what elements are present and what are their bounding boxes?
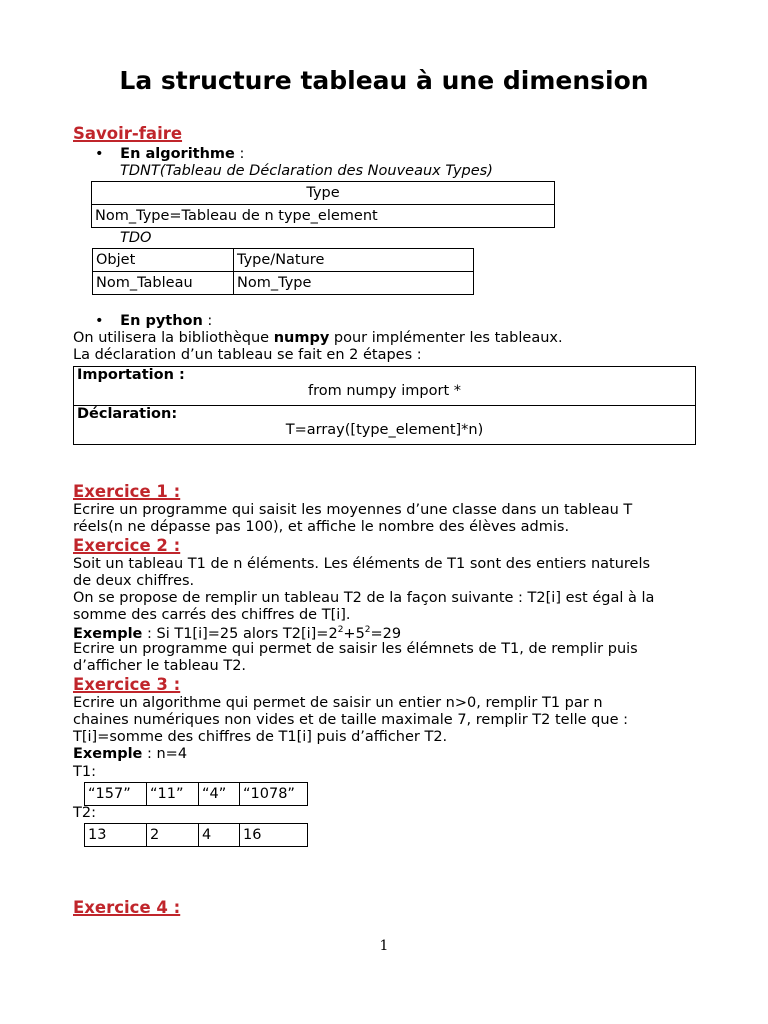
tdo-cell: Nom_Tableau xyxy=(93,272,234,295)
bullet-algorithme xyxy=(95,146,244,162)
bullet-python xyxy=(95,313,212,329)
page-title: La structure tableau à une dimension xyxy=(119,66,649,95)
example-label: Exemple xyxy=(73,625,143,642)
t2-cell: 16 xyxy=(240,824,308,847)
heading-exercice-1: Exercice 1 : xyxy=(73,482,181,501)
t1-cell: “157” xyxy=(85,783,147,806)
tdnt-header: Type xyxy=(92,182,555,205)
t1-table xyxy=(84,782,308,806)
text: : n=4 xyxy=(142,746,188,762)
declaration-label: Déclaration: xyxy=(77,406,178,422)
tdo-cell: Nom_Type xyxy=(234,272,474,295)
ex3-example xyxy=(73,746,187,762)
python-table xyxy=(73,366,696,445)
ex2-line: somme des carrés des chiffres de T[i]. xyxy=(73,607,351,623)
tdo-cell: Type/Nature xyxy=(234,249,474,272)
import-label: Importation : xyxy=(77,367,185,383)
ex3-line: T[i]=somme des chiffres de T1[i] puis d’afficher T2. xyxy=(73,729,448,745)
algo-colon: : xyxy=(234,146,245,162)
tdnt-table xyxy=(91,181,555,228)
t2-cell: 13 xyxy=(85,824,147,847)
ex1-line: Ecrire un programme qui saisit les moyennes d’une classe dans un tableau T xyxy=(73,502,633,518)
declaration-code: T=array([type_element]*n) xyxy=(285,422,484,438)
bullet-icon: • xyxy=(95,146,104,162)
t1-cell: “1078” xyxy=(240,783,308,806)
tdo-caption: TDO xyxy=(120,230,152,246)
text: pour implémenter les tableaux. xyxy=(329,330,563,346)
numpy-word: numpy xyxy=(273,330,330,346)
heading-exercice-2: Exercice 2 : xyxy=(73,536,181,555)
import-code: from numpy import * xyxy=(308,383,461,399)
ex2-example xyxy=(73,625,401,642)
t1-cell: “4” xyxy=(199,783,240,806)
t1-cell: “11” xyxy=(147,783,199,806)
t2-cell: 2 xyxy=(147,824,199,847)
text: +5 xyxy=(343,625,365,642)
text: On utilisera la bibliothèque xyxy=(73,330,274,346)
ex3-line: Ecrire un algorithme qui permet de saisir un entier n>0, remplir T1 par n xyxy=(73,695,603,711)
section-heading-savoir-faire: Savoir-faire xyxy=(73,124,183,143)
algo-label: En algorithme xyxy=(120,146,235,162)
tdo-cell: Objet xyxy=(93,249,234,272)
python-line-1 xyxy=(73,330,563,346)
python-colon: : xyxy=(202,313,213,329)
tdnt-caption: TDNT(Tableau de Déclaration des Nouveaux Types) xyxy=(120,163,493,179)
ex3-line: chaines numériques non vides et de taille maximale 7, remplir T2 telle que : xyxy=(73,712,628,728)
exponent: 2 xyxy=(364,625,371,635)
import-cell xyxy=(74,367,696,406)
ex2-line: Soit un tableau T1 de n éléments. Les éléments de T1 sont des entiers naturels xyxy=(73,556,651,572)
declaration-cell xyxy=(74,406,696,445)
t2-table xyxy=(84,823,308,847)
tdo-table xyxy=(92,248,474,295)
example-label: Exemple xyxy=(73,746,143,762)
t2-cell: 4 xyxy=(199,824,240,847)
tdnt-row: Nom_Type=Tableau de n type_element xyxy=(92,205,555,228)
exponent: 2 xyxy=(337,625,344,635)
page-number: 1 xyxy=(379,938,389,954)
text: =29 xyxy=(370,625,402,642)
ex2-line: Ecrire un programme qui permet de saisir les élémnets de T1, de remplir puis xyxy=(73,641,638,657)
heading-exercice-4: Exercice 4 : xyxy=(73,898,181,917)
text: : Si T1[i]=25 alors T2[i]=2 xyxy=(142,625,338,642)
heading-exercice-3: Exercice 3 : xyxy=(73,675,181,694)
t1-label: T1: xyxy=(73,764,96,780)
t2-label: T2: xyxy=(73,805,96,821)
ex1-line: réels(n ne dépasse pas 100), et affiche le nombre des élèves admis. xyxy=(73,519,570,535)
python-line-2: La déclaration d’un tableau se fait en 2 étapes : xyxy=(73,347,422,363)
ex2-line: de deux chiffres. xyxy=(73,573,195,589)
python-label: En python xyxy=(120,313,203,329)
bullet-icon: • xyxy=(95,313,104,329)
ex2-line: d’afficher le tableau T2. xyxy=(73,658,247,674)
ex2-line: On se propose de remplir un tableau T2 de la façon suivante : T2[i] est égal à la xyxy=(73,590,655,606)
